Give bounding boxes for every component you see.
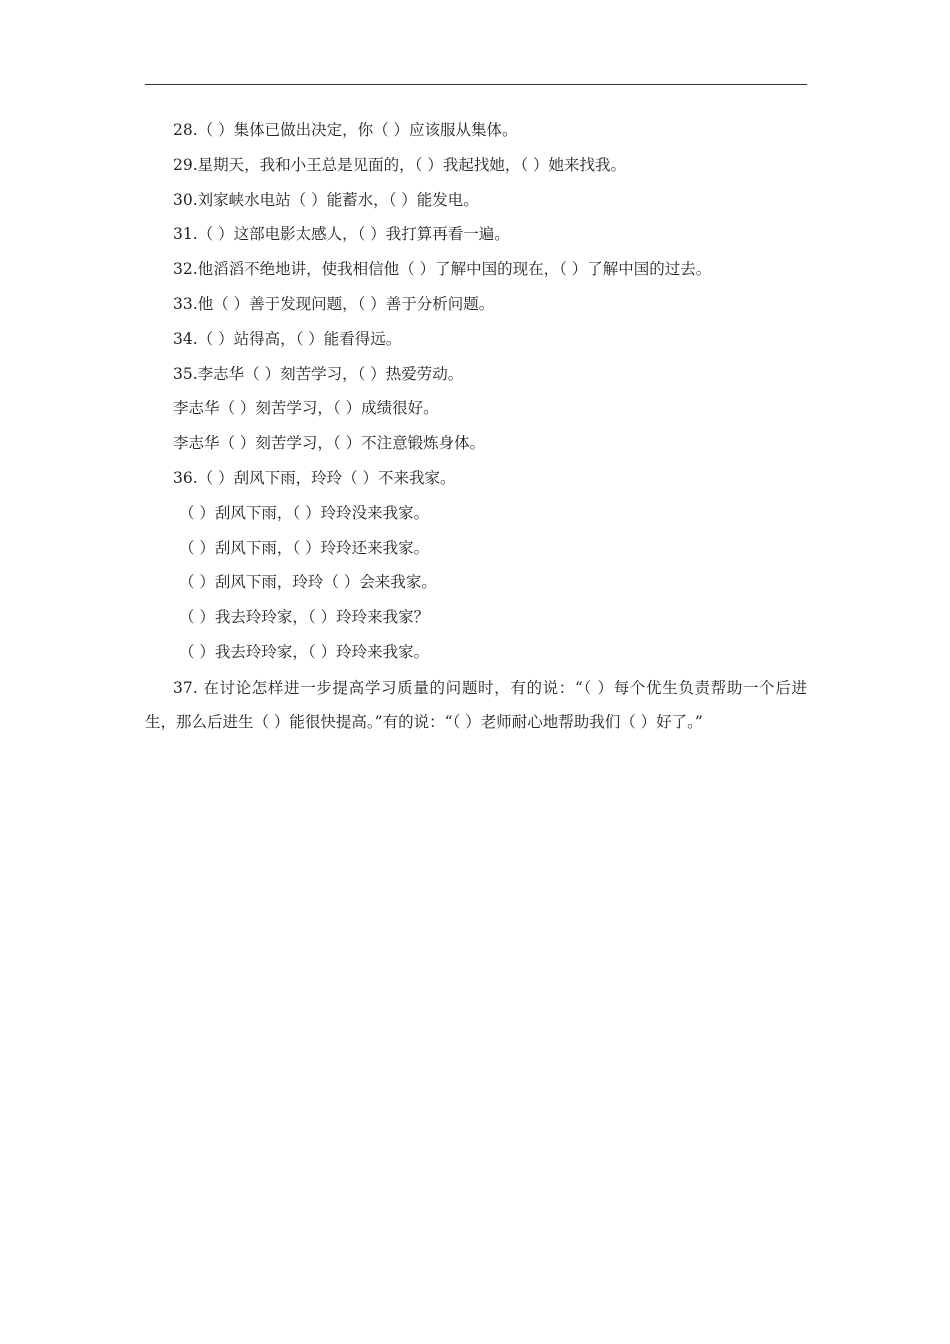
- exercise-line-32: 32.他滔滔不绝地讲，使我相信他（ ）了解中国的现在，（ ）了解中国的过去。: [173, 260, 712, 279]
- exercise-line-29: 29.星期天，我和小王总是见面的，（ ）我起找她，（ ）她来找我。: [173, 155, 627, 174]
- exercise-line-36b: （ ）刮风下雨，（ ）玲玲没来我家。: [179, 503, 430, 522]
- exercise-line-35b: 李志华（ ）刻苦学习，（ ）成绩很好。: [173, 399, 439, 418]
- header-rule: [145, 84, 807, 85]
- exercise-line-36d: （ ）刮风下雨，玲玲（ ）会来我家。: [179, 573, 437, 592]
- exercise-line-30: 30.刘家峡水电站（ ）能蓄水，（ ）能发电。: [173, 190, 479, 209]
- exercise-line-35c: 李志华（ ）刻苦学习，（ ）不注意锻炼身体。: [173, 434, 486, 453]
- exercise-paragraph-37: 37. 在讨论怎样进一步提高学习质量的问题时，有的说：“（ ）每个优生负责帮助一个后进生，那么后进生（ ）能很快提高。”有的说：“（ ）老师耐心地帮助我们（ ）好了。”: [145, 678, 807, 731]
- exercise-content: [145, 120, 807, 739]
- exercise-line-34: 34.（ ）站得高，（ ）能看得远。: [173, 329, 402, 348]
- exercise-line-31: 31.（ ）这部电影太感人，（ ）我打算再看一遍。: [173, 225, 510, 244]
- exercise-line-28: 28.（ ）集体已做出决定，你（ ）应该服从集体。: [173, 121, 518, 139]
- exercise-line-36e: （ ）我去玲玲家，（ ）玲玲来我家？: [179, 608, 430, 627]
- exercise-line-36f: （ ）我去玲玲家，（ ）玲玲来我家。: [179, 642, 430, 661]
- exercise-line-36c: （ ）刮风下雨，（ ）玲玲还来我家。: [179, 538, 430, 557]
- exercise-line-36a: 36.（ ）刮风下雨，玲玲（ ）不来我家。: [173, 468, 456, 487]
- exercise-line-35a: 35.李志华（ ）刻苦学习，（ ）热爱劳动。: [173, 364, 464, 383]
- exercise-line-33: 33.他（ ）善于发现问题，（ ）善于分析问题。: [173, 294, 495, 313]
